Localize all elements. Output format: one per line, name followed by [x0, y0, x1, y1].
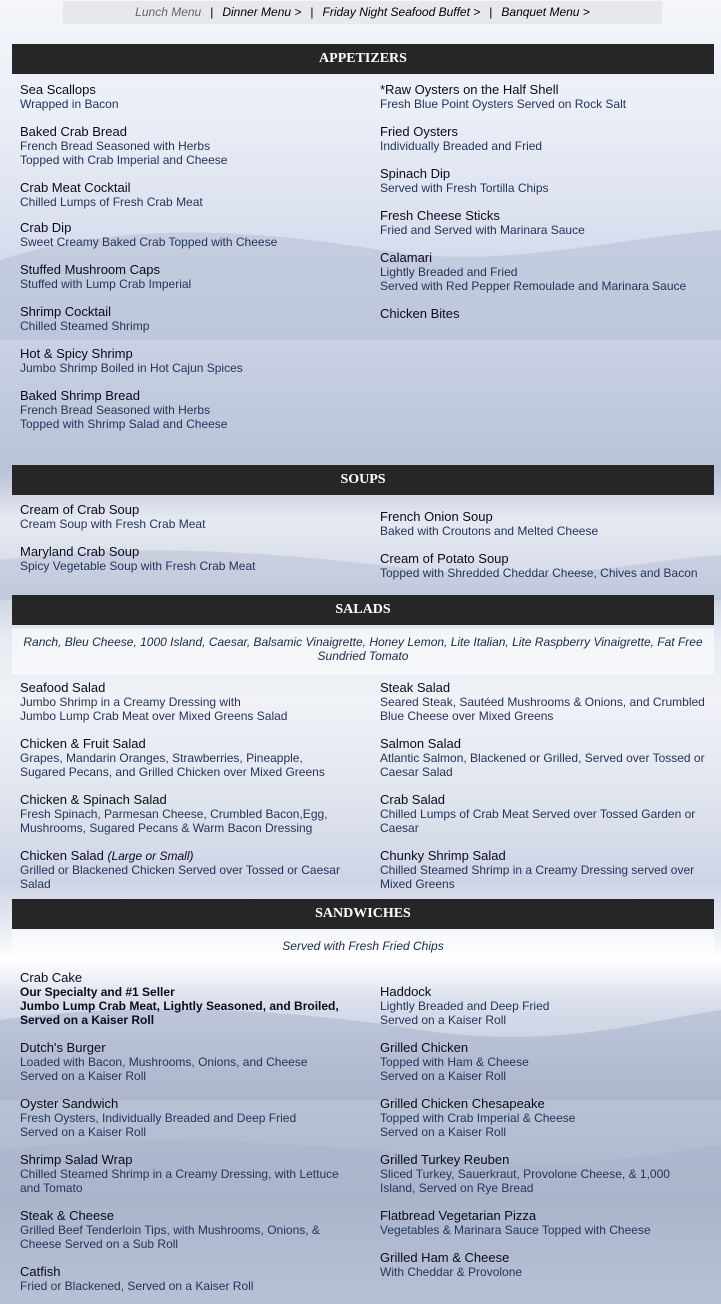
item-name: Calamari — [380, 250, 433, 265]
menu-item — [380, 510, 712, 538]
item-desc: Chilled Lumps of Fresh Crab Meat — [20, 195, 203, 209]
menu-item — [380, 209, 712, 237]
item-desc: Sliced Turkey, Sauerkraut, Provolone Cheese, & 1,000 — [380, 1167, 670, 1181]
menu-item — [20, 545, 360, 573]
menu-item — [20, 347, 360, 375]
item-name: Salmon Salad — [380, 736, 461, 751]
menu-item — [380, 1153, 712, 1195]
menu-item — [20, 681, 360, 723]
menu-item — [20, 389, 360, 431]
item-desc: Topped with Crab Imperial & Cheese — [380, 1111, 576, 1125]
item-name: Baked Shrimp Bread — [20, 388, 140, 403]
item-name: Stuffed Mushroom Caps — [20, 262, 160, 277]
item-size-note: (Large or Small) — [107, 849, 194, 863]
menu-item — [380, 1097, 712, 1139]
item-desc: Cheese Served on a Sub Roll — [20, 1237, 179, 1251]
menu-item — [20, 503, 360, 531]
item-desc: Individually Breaded and Fried — [380, 139, 543, 153]
item-desc: Sugared Pecans, and Grilled Chicken over Mixed Greens — [20, 765, 325, 779]
item-name: Spinach Dip — [380, 166, 451, 181]
menu-item — [380, 83, 712, 111]
item-name: Chicken & Fruit Salad — [20, 736, 146, 751]
item-desc: Sweet Creamy Baked Crab Topped with Cheese — [20, 235, 278, 249]
menu-item — [20, 1153, 360, 1195]
item-desc: Grapes, Mandarin Oranges, Strawberries, Pineapple, — [20, 751, 303, 765]
item-desc: French Bread Seasoned with Herbs — [20, 403, 211, 417]
menu-item — [20, 83, 360, 111]
menu-item — [20, 181, 360, 209]
item-desc: Loaded with Bacon, Mushrooms, Onions, and Cheese — [20, 1055, 308, 1069]
item-desc: Topped with Crab Imperial and Cheese — [20, 153, 228, 167]
item-name: Fresh Cheese Sticks — [380, 208, 500, 223]
menu-item — [20, 221, 360, 249]
item-desc: Lightly Breaded and Deep Fried — [380, 999, 550, 1013]
item-desc: Cream Soup with Fresh Crab Meat — [20, 517, 206, 531]
item-desc: Chilled Steamed Shrimp — [20, 319, 150, 333]
item-desc: Wrapped in Bacon — [20, 97, 119, 111]
section-header-soups: SOUPS — [12, 465, 714, 495]
sandwich-note: Served with Fresh Fried Chips — [12, 929, 714, 963]
item-desc: and Tomato — [20, 1181, 83, 1195]
item-name: Crab Meat Cocktail — [20, 180, 131, 195]
item-desc: Caesar Salad — [380, 765, 453, 779]
item-name: Crab Cake — [20, 970, 83, 985]
item-desc: Served on a Kaiser Roll — [380, 1013, 507, 1027]
item-desc: Served with Red Pepper Remoulade and Marinara Sauce — [380, 279, 687, 293]
item-desc: French Bread Seasoned with Herbs — [20, 139, 211, 153]
item-name: Oyster Sandwich — [20, 1096, 119, 1111]
item-name: Dutch's Burger — [20, 1040, 106, 1055]
section-header-salads: SALADS — [12, 595, 714, 625]
item-desc: Jumbo Shrimp Boiled in Hot Cajun Spices — [20, 361, 243, 375]
item-name: Hot & Spicy Shrimp — [20, 346, 133, 361]
item-name: Shrimp Cocktail — [20, 304, 112, 319]
menu-item — [20, 263, 360, 291]
item-name: Grilled Chicken — [380, 1040, 469, 1055]
item-name: Catfish — [20, 1264, 61, 1279]
item-desc: Topped with Shredded Cheddar Cheese, Chives and Bacon — [380, 566, 698, 580]
menu-item — [380, 985, 712, 1027]
nav-dinner-menu-link[interactable]: Dinner Menu > — [222, 5, 302, 19]
item-desc: Chilled Lumps of Crab Meat Served over Tossed Garden or — [380, 807, 696, 821]
menu-item — [380, 1041, 712, 1083]
item-desc: Jumbo Shrimp in a Creamy Dressing with — [20, 695, 241, 709]
item-name: Cream of Crab Soup — [20, 502, 140, 517]
item-name: Haddock — [380, 984, 432, 999]
item-desc: Vegetables & Marinara Sauce Topped with Cheese — [380, 1223, 651, 1237]
item-name: Chicken Bites — [380, 306, 460, 321]
item-name: Grilled Turkey Reuben — [380, 1152, 510, 1167]
section-header-appetizers: APPETIZERS — [12, 44, 714, 74]
item-name: Baked Crab Bread — [20, 124, 127, 139]
item-desc: Served on a Kaiser Roll — [380, 1069, 507, 1083]
item-desc: Served on a Kaiser Roll — [380, 1125, 507, 1139]
item-desc: Fried and Served with Marinara Sauce — [380, 223, 585, 237]
item-name: Maryland Crab Soup — [20, 544, 140, 559]
item-name: Cream of Potato Soup — [380, 551, 509, 566]
item-name: Fried Oysters — [380, 124, 459, 139]
nav-separator: | — [210, 5, 214, 19]
menu-item — [20, 1209, 360, 1251]
menu-item — [20, 125, 360, 167]
menu-item — [380, 125, 712, 153]
item-highlight: Served on a Kaiser Roll — [20, 1013, 155, 1027]
nav-separator: | — [310, 5, 314, 19]
item-desc: Served on a Kaiser Roll — [20, 1125, 147, 1139]
item-desc: Served on a Kaiser Roll — [20, 1069, 147, 1083]
item-desc: With Cheddar & Provolone — [380, 1265, 523, 1279]
item-name: Shrimp Salad Wrap — [20, 1152, 133, 1167]
item-desc: Grilled Beef Tenderloin Tips, with Mushrooms, Onions, & — [20, 1223, 320, 1237]
item-desc: Spicy Vegetable Soup with Fresh Crab Meat — [20, 559, 256, 573]
item-desc: Baked with Croutons and Melted Cheese — [380, 524, 599, 538]
item-name: Grilled Chicken Chesapeake — [380, 1096, 545, 1111]
item-desc: Grilled or Blackened Chicken Served over Tossed or Caesar — [20, 863, 340, 877]
item-name: Steak & Cheese — [20, 1208, 114, 1223]
menu-item — [20, 737, 360, 779]
item-desc: Fried or Blackened, Served on a Kaiser Roll — [20, 1279, 254, 1293]
item-name: Flatbread Vegetarian Pizza — [380, 1208, 537, 1223]
item-desc: Seared Steak, Sautéed Mushrooms & Onions, and Crumbled — [380, 695, 705, 709]
menu-nav — [63, 1, 662, 24]
nav-lunch-menu: Lunch Menu — [135, 5, 202, 19]
menu-item — [20, 1097, 360, 1139]
item-desc: Island, Served on Rye Bread — [380, 1181, 534, 1195]
item-desc: Topped with Ham & Cheese — [380, 1055, 529, 1069]
item-name: Crab Salad — [380, 792, 446, 807]
item-desc: Chilled Steamed Shrimp in a Creamy Dressing, with Lettuce — [20, 1167, 339, 1181]
menu-item — [380, 849, 712, 891]
menu-item — [20, 1041, 360, 1083]
item-desc: Blue Cheese over Mixed Greens — [380, 709, 554, 723]
item-desc: Atlantic Salmon, Blackened or Grilled, Served over Tossed or — [380, 751, 705, 765]
menu-item — [20, 305, 360, 333]
salad-dressings-note: Ranch, Bleu Cheese, 1000 Island, Caesar, Balsamic Vinaigrette, Honey Lemon, Lite Italian, Lite Raspberry Vinaigrette, Fat Free Sundried Tomato — [12, 628, 714, 674]
item-name: Chicken Salad — [20, 848, 104, 863]
item-name: *Raw Oysters on the Half Shell — [380, 82, 559, 97]
menu-item — [20, 971, 360, 1027]
menu-item — [380, 251, 712, 293]
item-highlight: Our Specialty and #1 Seller — [20, 985, 175, 999]
menu-item — [380, 793, 712, 835]
item-desc: Caesar — [380, 821, 419, 835]
menu-item — [380, 737, 712, 779]
item-desc: Lightly Breaded and Fried — [380, 265, 518, 279]
menu-item — [380, 1209, 712, 1237]
item-name: Seafood Salad — [20, 680, 106, 695]
item-desc: Stuffed with Lump Crab Imperial — [20, 277, 192, 291]
item-name: Sea Scallops — [20, 82, 96, 97]
item-desc: Mushrooms, Sugared Pecans & Warm Bacon Dressing — [20, 821, 313, 835]
item-name: Steak Salad — [380, 680, 451, 695]
menu-item — [380, 681, 712, 723]
item-name: French Onion Soup — [380, 509, 493, 524]
item-name: Chicken & Spinach Salad — [20, 792, 167, 807]
menu-item — [20, 849, 360, 891]
menu-item — [380, 1251, 712, 1279]
menu-item — [380, 167, 712, 195]
menu-item — [20, 1265, 360, 1293]
section-header-sandwiches: SANDWICHES — [12, 899, 714, 929]
item-desc: Fresh Oysters, Individually Breaded and Deep Fried — [20, 1111, 297, 1125]
nav-banquet-menu-link[interactable]: Banquet Menu > — [501, 5, 590, 19]
item-desc: Fresh Spinach, Parmesan Cheese, Crumbled Bacon,Egg, — [20, 807, 328, 821]
item-desc: Jumbo Lump Crab Meat over Mixed Greens Salad — [20, 709, 288, 723]
menu-item — [380, 307, 712, 321]
item-desc: Served with Fresh Tortilla Chips — [380, 181, 549, 195]
menu-item — [20, 793, 360, 835]
item-desc: Chilled Steamed Shrimp in a Creamy Dressing served over — [380, 863, 695, 877]
item-desc: Salad — [20, 877, 51, 891]
menu-item — [380, 552, 712, 580]
item-desc: Fresh Blue Point Oysters Served on Rock Salt — [380, 97, 627, 111]
item-name: Chunky Shrimp Salad — [380, 848, 506, 863]
item-desc: Topped with Shrimp Salad and Cheese — [20, 417, 228, 431]
item-desc: Mixed Greens — [380, 877, 455, 891]
item-name: Grilled Ham & Cheese — [380, 1250, 510, 1265]
item-name: Crab Dip — [20, 220, 72, 235]
nav-friday-buffet-link[interactable]: Friday Night Seafood Buffet > — [322, 5, 481, 19]
item-highlight: Jumbo Lump Crab Meat, Lightly Seasoned, and Broiled, — [20, 999, 339, 1013]
nav-separator: | — [489, 5, 493, 19]
